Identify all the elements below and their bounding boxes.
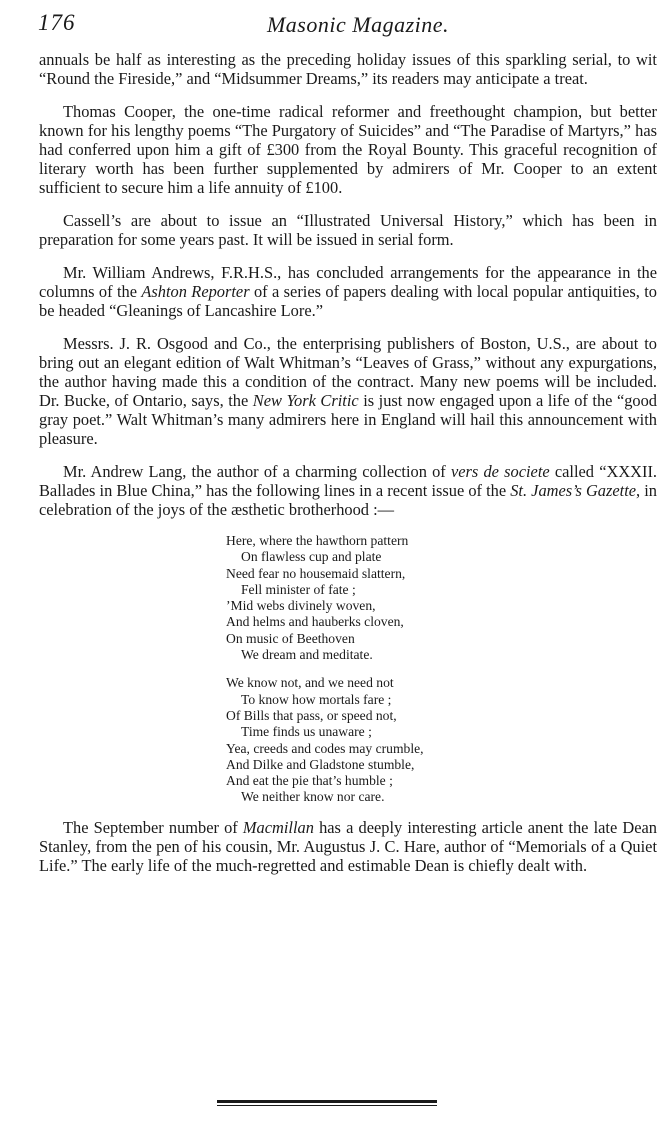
paragraph-text: called “XXXII. Ballades in Blue China,” has the following lines in a recent issue of the <box>39 462 658 500</box>
publication-title: Macmillan <box>242 817 314 837</box>
paragraph-william-andrews <box>39 263 657 320</box>
divider <box>217 1105 437 1106</box>
page-number: 176 <box>38 10 76 35</box>
italic-phrase: vers de societe <box>450 462 550 481</box>
poem-line: On flawless cup and plate <box>241 549 382 565</box>
poem-line: And eat the pie that’s humble ; <box>226 773 393 789</box>
paragraph-text: Mr. Andrew Lang, the author of a charming collection of <box>63 462 451 481</box>
poem-line: ’Mid webs divinely woven, <box>226 598 376 614</box>
paragraph-text: The September number of <box>63 817 243 837</box>
poem-stanza <box>226 533 657 663</box>
poem-line: Yea, creeds and codes may crumble, <box>226 740 424 756</box>
paragraph-macmillan <box>39 818 657 875</box>
divider <box>217 1100 437 1103</box>
paragraph-thomas-cooper: Thomas Cooper, the one-time radical reformer and freethought champion, but better known for his lengthy poems “The Purgatory of Suicides” and “The Paradise of Martyrs,” has had conferred upon him a gift of £300 from the Royal Bounty. This graceful recognition of literary worth has been further supplemented by admirers of Mr. Cooper to an extent sufficient to secure him a life annuity of £100. <box>39 102 657 197</box>
paragraph-cassells: Cassell’s are about to issue an “Illustrated Universal History,” which has been in preparation for some years past. It will be issued in serial form. <box>39 211 657 249</box>
paragraph-text: of a series of papers dealing with local popular antiquities, to be headed “Gleanings of Lancashire Lore.” <box>39 282 657 320</box>
poem-stanza <box>226 675 657 805</box>
poem-line: Need fear no housemaid slattern, <box>226 565 406 581</box>
poem-line: On music of Beethoven <box>226 630 355 646</box>
article-body <box>39 50 657 889</box>
poem-line: We neither know nor care. <box>241 789 385 805</box>
publication-title: Ashton Reporter <box>141 282 250 301</box>
poem-line: Time finds us unaware ; <box>241 724 372 740</box>
paragraph-annuals: annuals be half as interesting as the preceding holiday issues of this sparkling serial, to wit “Round the Fireside,” and “Midsummer Dreams,” its readers may anticipate a treat. <box>39 50 657 88</box>
poem-line: We dream and meditate. <box>241 647 373 663</box>
poem-line: Of Bills that pass, or speed not, <box>226 707 397 723</box>
paragraph-text: Messrs. J. R. Osgood and Co., the enterprising publishers of Boston, U.S., are about to bring out an elegant edition of Walt Whitman’s “Leaves of Grass,” without any expurgations, the author having made this a condition of the contract. Many new poems will be included. Dr. Bucke, of Ontario, says, the <box>39 334 657 410</box>
poem-line: Here, where the hawthorn pattern <box>226 533 409 548</box>
paragraph-andrew-lang <box>39 462 657 519</box>
page-header <box>38 8 658 44</box>
poem <box>226 533 657 806</box>
end-rule <box>217 1100 437 1106</box>
poem-line: And Dilke and Gladstone stumble, <box>226 756 415 772</box>
publication-title: St. James’s Gazette <box>510 481 637 500</box>
poem-line: To know how mortals fare ; <box>241 691 392 707</box>
poem-line: Fell minister of fate ; <box>241 581 356 597</box>
publication-title: New York Critic <box>252 391 359 410</box>
poem-line: And helms and hauberks cloven, <box>226 614 404 630</box>
paragraph-osgood <box>39 334 657 448</box>
paragraph-text: is just now engaged upon a life of the “good gray poet.” Walt Whitman’s many admirers here in England will hail this announcement with pleasure. <box>39 391 658 448</box>
running-title: Masonic Magazine. <box>266 12 450 37</box>
paragraph-text: has a deeply interesting article anent the late Dean Stanley, from the pen of his cousin, Mr. Augustus J. C. Hare, author of “Memorials of a Quiet Life.” The early life of the much-regretted and estimable Dean is chiefly dealt with. <box>39 817 657 875</box>
paragraph-text: Mr. William Andrews, F.R.H.S., has concluded arrangements for the appearance in the columns of the <box>39 263 657 301</box>
paragraph-text: , in celebration of the joys of the æsthetic brotherhood :— <box>39 481 657 519</box>
poem-line: We know not, and we need not <box>226 675 394 691</box>
